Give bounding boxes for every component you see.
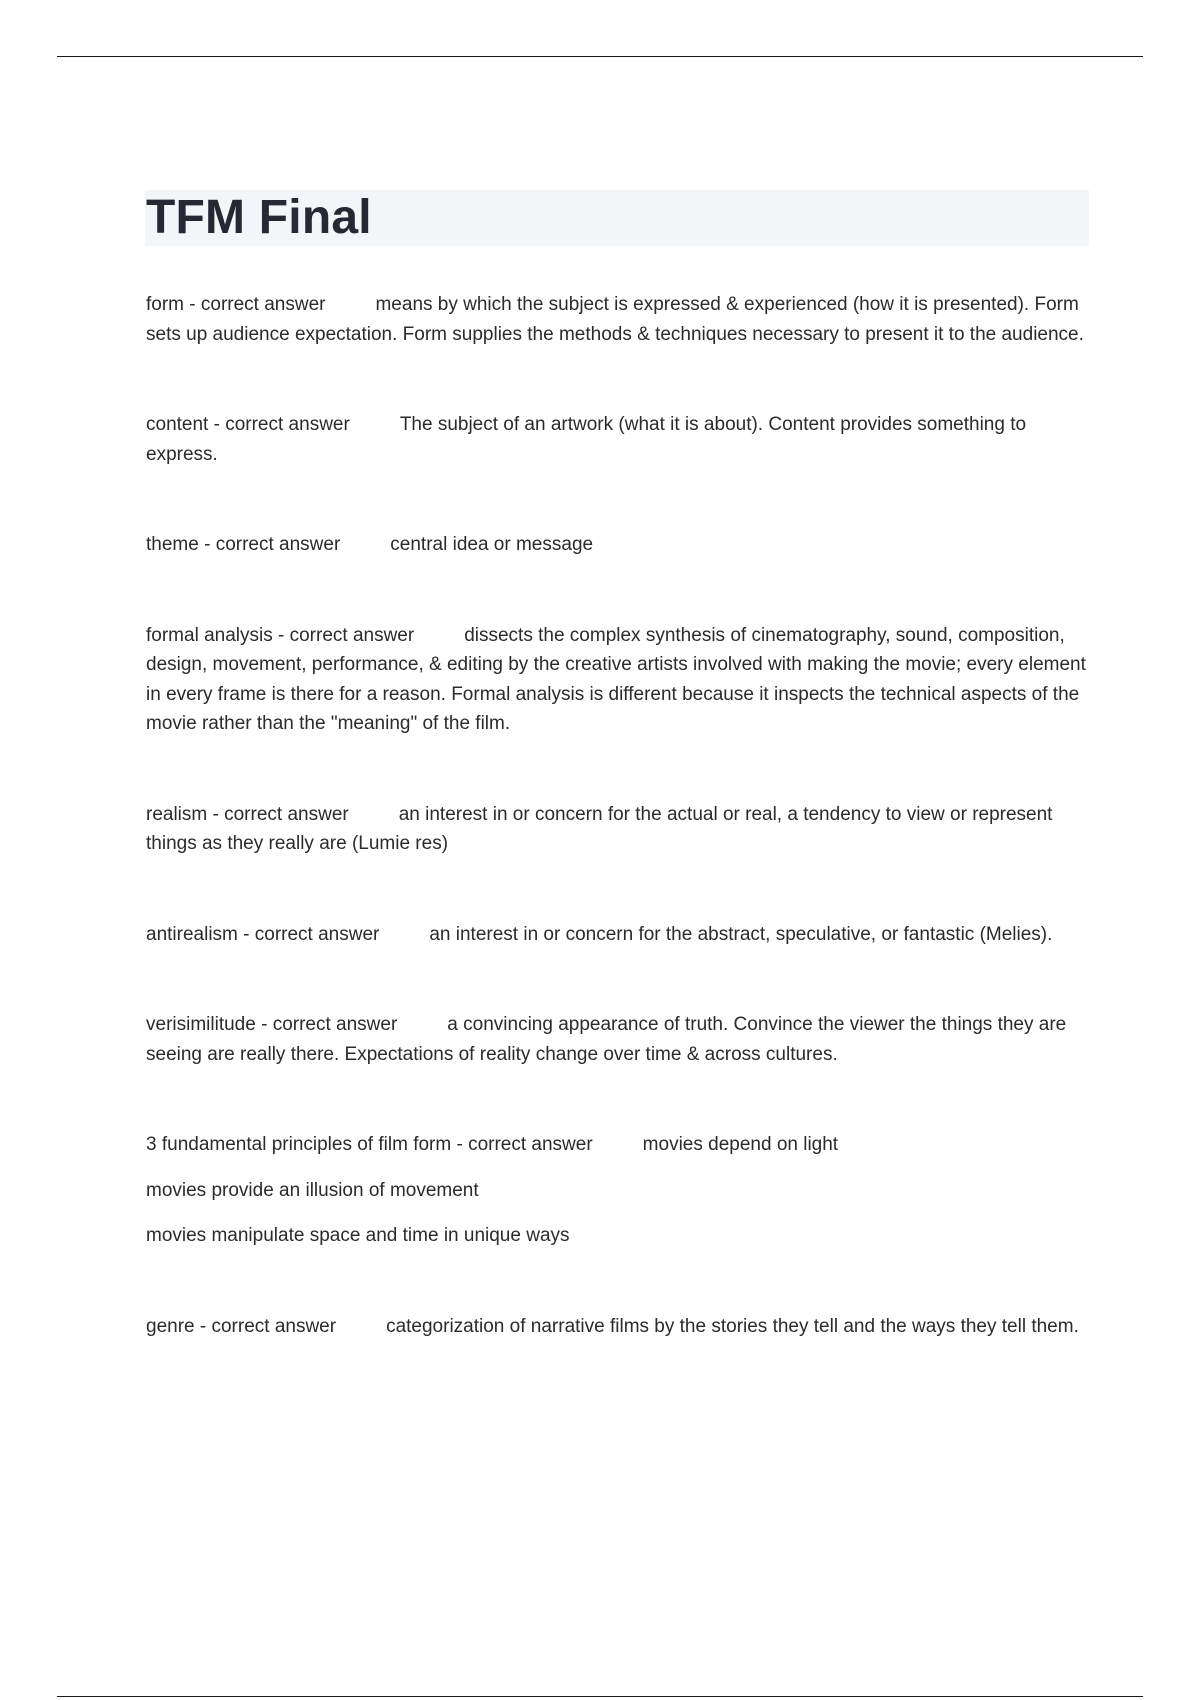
entry-term: form - correct answer [146, 294, 326, 315]
flashcard-entry [146, 290, 1096, 349]
entry-extra-line: movies manipulate space and time in unique ways [146, 1225, 570, 1246]
entry-paragraph [146, 1130, 1096, 1160]
top-rule [57, 56, 1143, 57]
flashcard-list [146, 290, 1096, 1402]
entry-definition: means by which the subject is expressed & experienced (how it is presented). Form sets up audience expectation. Form supplies the methods & techniques necessary to present it to the audience. [146, 294, 1084, 345]
entry-paragraph [146, 621, 1096, 739]
flashcard-entry [146, 530, 1096, 560]
flashcard-entry [146, 410, 1096, 469]
entry-definition: a convincing appearance of truth. Convince the viewer the things they are seeing are really there. Expectations of reality change over time & across cultures. [146, 1014, 1067, 1065]
document-title: TFM Final [146, 191, 372, 244]
flashcard-entry [146, 621, 1096, 739]
entry-definition: categorization of narrative films by the stories they tell and the ways they tell them. [386, 1315, 1079, 1337]
entry-term: realism - correct answer [146, 803, 349, 825]
entry-term: antirealism - correct answer [146, 923, 380, 945]
flashcard-entry [146, 1312, 1096, 1342]
entry-definition: an interest in or concern for the actual or real, a tendency to view or represent things as they really are (Lumie res) [146, 803, 1053, 854]
entry-paragraph [146, 1010, 1096, 1069]
entry-definition: dissects the complex synthesis of cinematography, sound, composition, design, movement, performance, & editing by the creative artists involved with making the movie; every element in every frame is there for a reason. Formal analysis is different because it inspects the technical aspects of the movie rather than the "meaning" of the film. [146, 624, 1086, 734]
entry-paragraph [146, 920, 1096, 950]
entry-term: content - correct answer [146, 414, 350, 435]
flashcard-entry [146, 920, 1096, 950]
entry-definition: an interest in or concern for the abstract, speculative, or fantastic (Melies). [429, 923, 1053, 945]
flashcard-entry [146, 1130, 1096, 1251]
entry-term: theme - correct answer [146, 534, 341, 555]
bottom-rule [57, 1696, 1143, 1697]
entry-paragraph [146, 530, 1096, 560]
entry-extra-line: movies provide an illusion of movement [146, 1179, 479, 1201]
entry-paragraph [146, 800, 1096, 859]
flashcard-entry [146, 800, 1096, 859]
entry-definition: movies depend on light [642, 1134, 839, 1155]
entry-definition: The subject of an artwork (what it is about). Content provides something to express. [146, 414, 1027, 465]
entry-paragraph [146, 1312, 1096, 1342]
entry-paragraph [146, 410, 1096, 469]
flashcard-entry [146, 1010, 1096, 1069]
entry-term: 3 fundamental principles of film form - correct answer [146, 1134, 593, 1155]
entry-paragraph [146, 290, 1096, 349]
entry-definition: central idea or message [390, 534, 594, 555]
entry-term: genre - correct answer [146, 1315, 337, 1337]
entry-term: formal analysis - correct answer [146, 624, 415, 646]
entry-term: verisimilitude - correct answer [146, 1014, 398, 1035]
